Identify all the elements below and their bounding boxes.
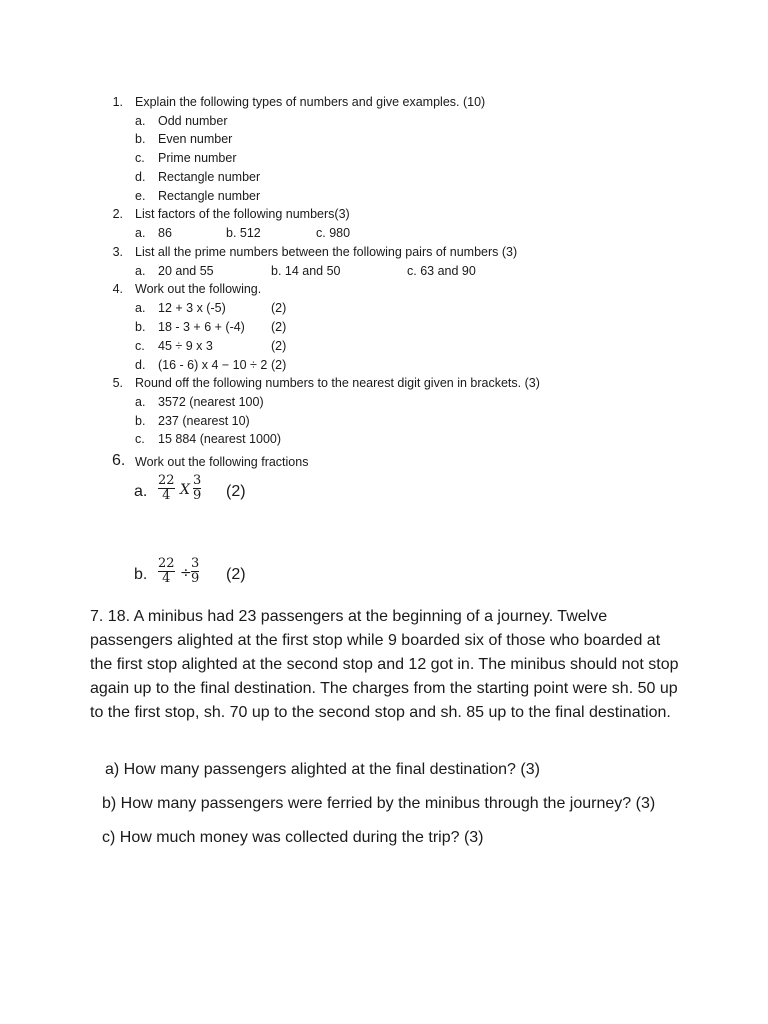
question-number: 1. [112,95,123,109]
item-text: Rectangle number [158,170,261,184]
item-text: b. 14 and 50 [271,264,341,278]
denominator: 4 [162,488,171,503]
item-text: 3572 (nearest 100) [158,395,264,409]
denominator: 9 [191,571,200,586]
item-text: 86 [158,226,172,240]
fraction [191,557,199,586]
question-number: 6. [112,452,126,469]
numerator: 3 [193,473,202,488]
item-marks: (2) [271,358,287,372]
item-label: d. [135,170,146,184]
item-label: b. [135,414,146,428]
sub-question-a: a) How many passengers alighted at the final destination? (3) [105,761,540,778]
item-text: c. 980 [316,226,351,240]
item-text: 45 ÷ 9 x 3 [158,339,213,353]
operator: X [180,482,190,498]
numerator: 22 [158,473,175,488]
item-marks: (2) [271,320,287,334]
item-label: a. [135,264,146,278]
item-marks: (2) [271,301,287,315]
sub-question-b: b) How many passengers were ferried by the minibus through the journey? (3) [102,795,656,812]
item-text: b. 512 [226,226,261,240]
item-text: 18 - 3 + 6 + (-4) [158,320,245,334]
fraction [158,557,175,586]
numerator: 3 [191,556,200,571]
item-marks: (2) [226,483,246,500]
question-number: 2. [112,207,123,221]
sub-question-c: c) How much money was collected during the trip? (3) [102,829,484,846]
item-label: c. [135,339,145,353]
question-text: Round off the following numbers to the nearest digit given in brackets. (3) [135,376,540,390]
item-label: c. [135,432,145,446]
denominator: 4 [162,571,171,586]
item-text: Prime number [158,151,237,165]
question-text: List all the prime numbers between the following pairs of numbers (3) [135,245,518,259]
item-label: c. [135,151,145,165]
item-label: a. [134,483,148,500]
item-label: a. [135,226,146,240]
item-text: 20 and 55 [158,264,214,278]
item-text: Odd number [158,114,228,128]
question-text: List factors of the following numbers(3) [135,207,350,221]
item-label: a. [135,395,146,409]
fraction [158,474,175,503]
question-text: Explain the following types of numbers and give examples. (10) [135,95,486,109]
denominator: 9 [193,488,202,503]
question-text: Work out the following fractions [135,455,309,469]
item-label: d. [135,358,146,372]
item-text: 237 (nearest 10) [158,414,250,428]
question-text: Work out the following. [135,282,262,296]
item-text: 15 884 (nearest 1000) [158,432,282,446]
item-label: b. [134,566,148,583]
item-label: b. [135,132,146,146]
numerator: 22 [158,556,175,571]
item-text: Even number [158,132,233,146]
item-text: c. 63 and 90 [407,264,476,278]
item-label: e. [135,189,146,203]
item-label: a. [135,301,146,315]
item-label: b. [135,320,146,334]
item-text: 12 + 3 x (-5) [158,301,226,315]
fraction [193,474,201,503]
operator: ÷ [180,565,192,581]
item-marks: (2) [226,566,246,583]
item-marks: (2) [271,339,287,353]
item-text: Rectangle number [158,189,261,203]
question-number: 3. [112,245,123,259]
question-paragraph: 7. 18. A minibus had 23 passengers at the beginning of a journey. Twelve passengers alighted at the first stop while 9 boarded six of those who boarded at the first stop alighted at the second stop and 12 got in. The minibus should not stop again up to the final destination. The charges from the starting point were sh. 50 up to the first stop, sh. 70 up to the second stop and sh. 85 up to the final destination. [90,608,679,721]
question-number: 4. [112,282,123,296]
question-number: 5. [112,376,123,390]
item-label: a. [135,114,146,128]
item-text: (16 - 6) x 4 − 10 ÷ 2 [158,358,268,372]
